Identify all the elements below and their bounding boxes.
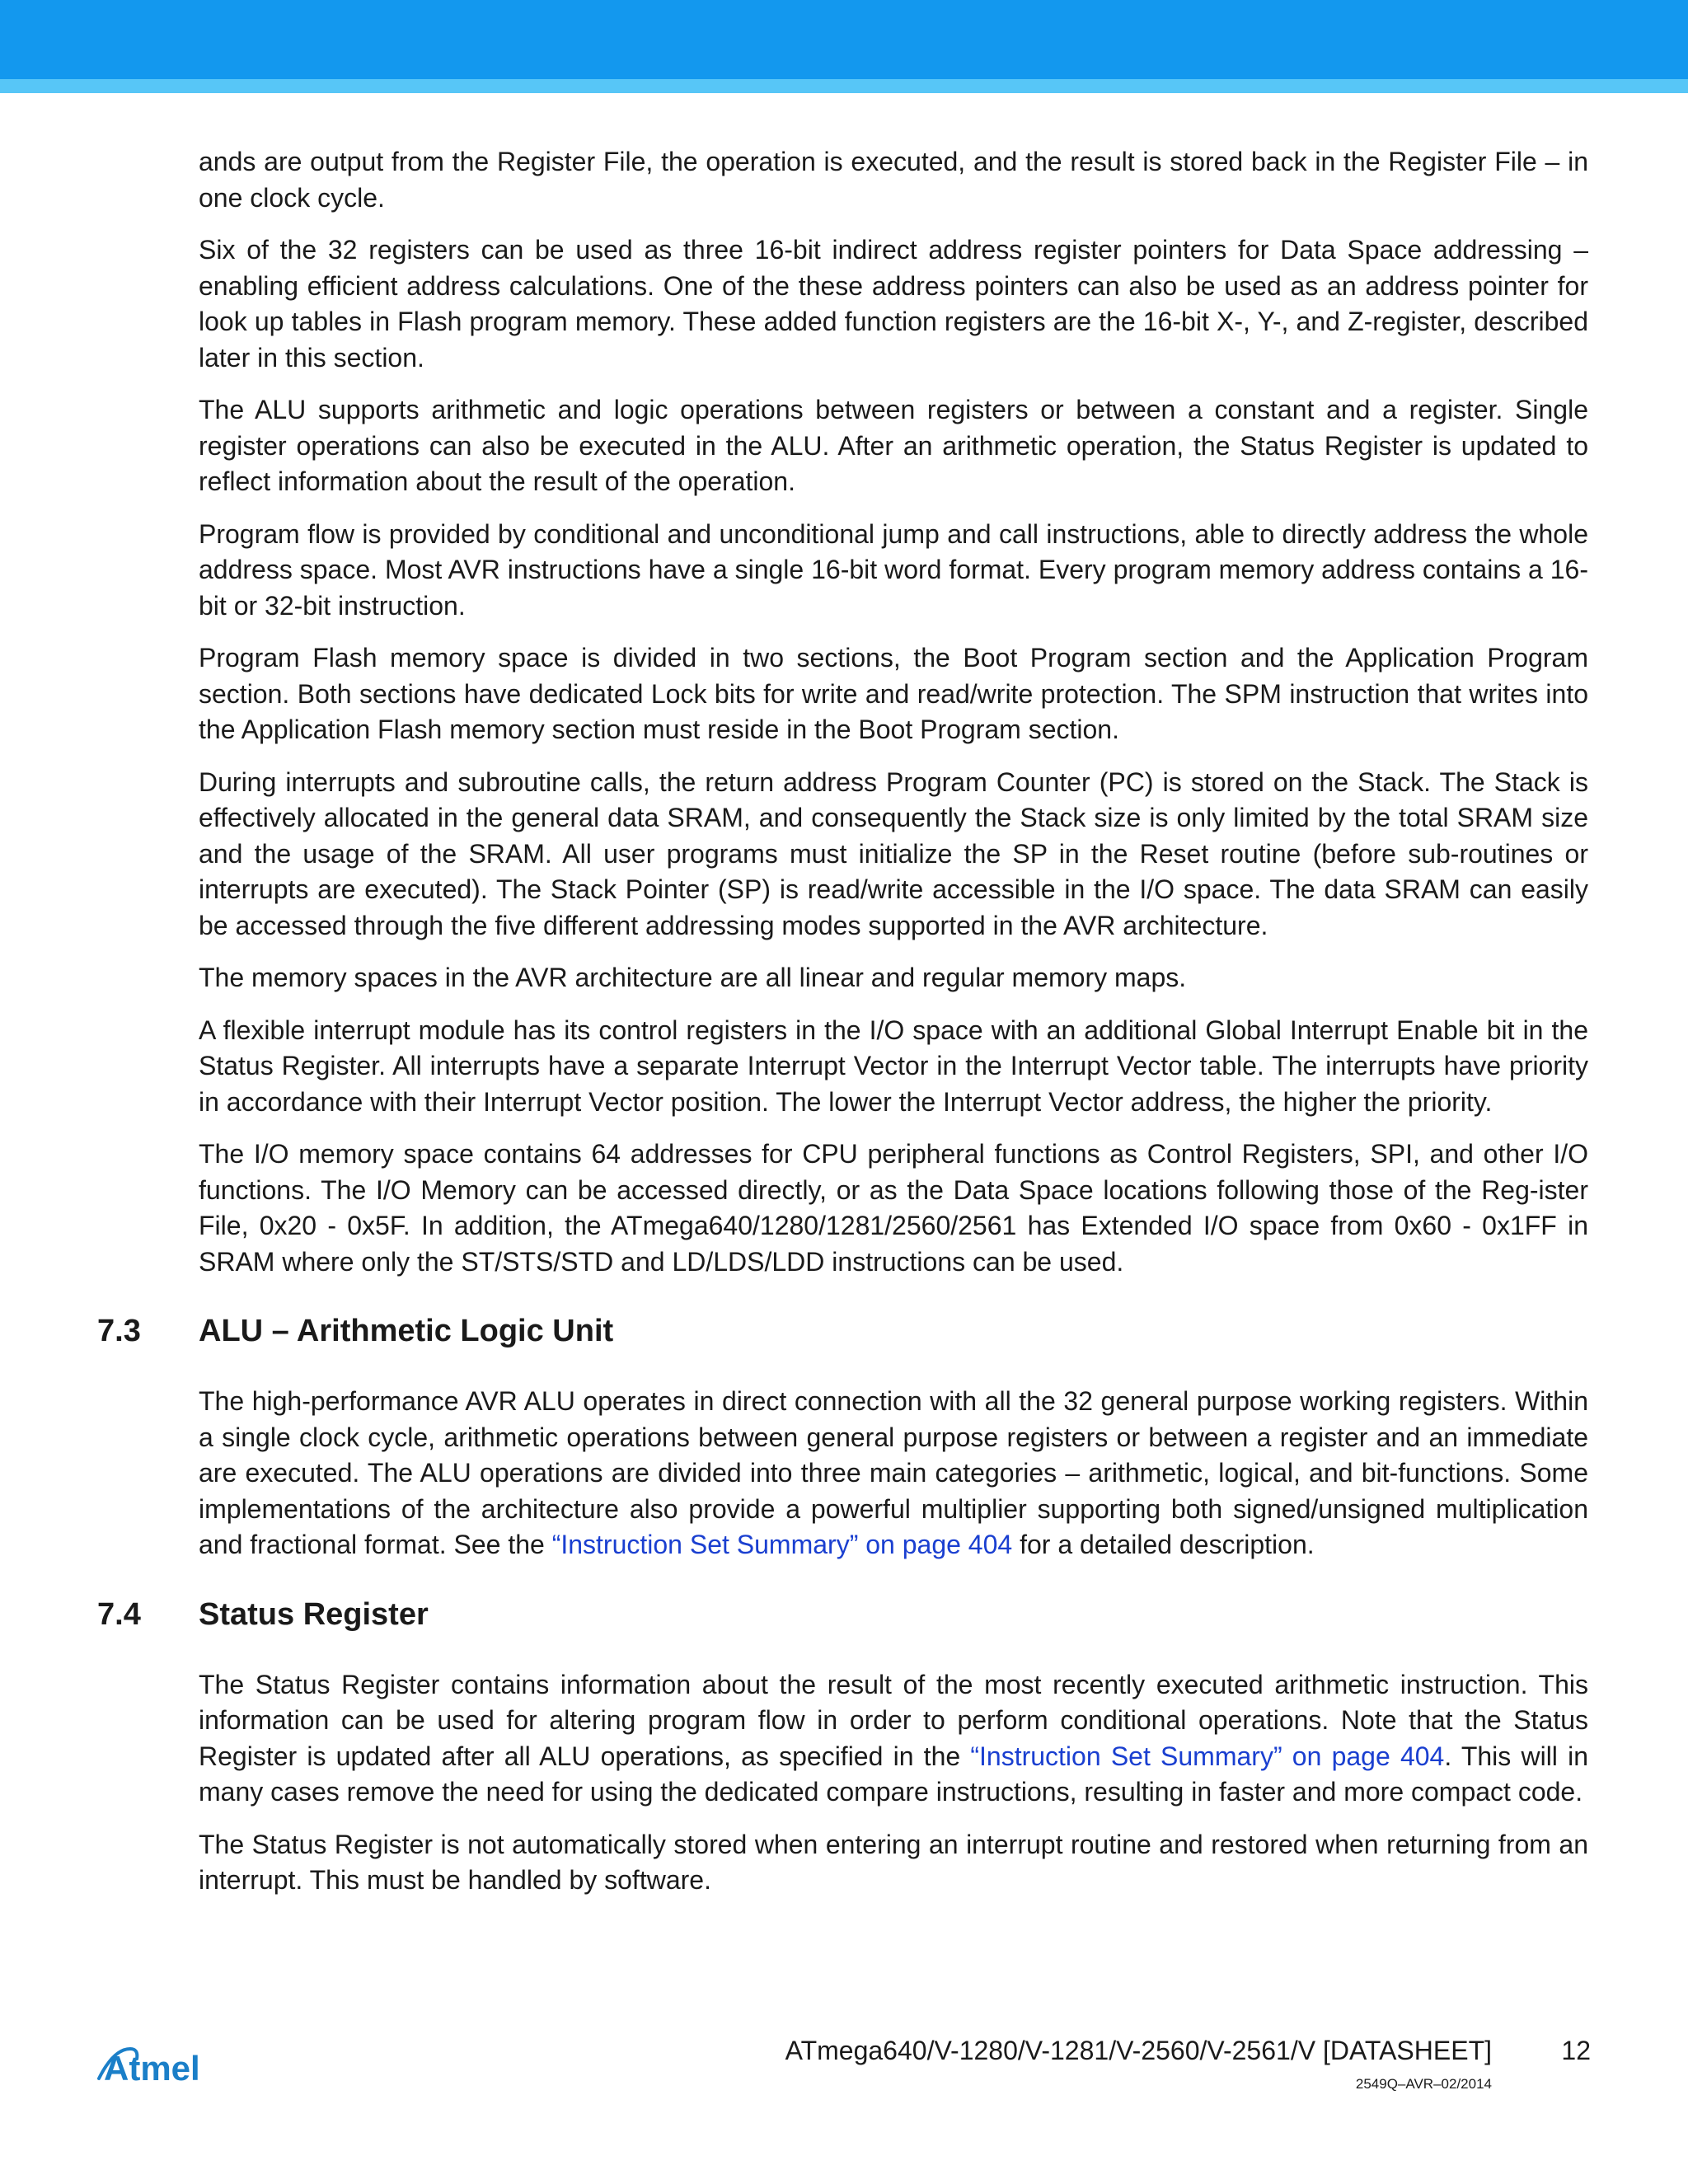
page-content [97, 144, 1588, 1915]
paragraph: Six of the 32 registers can be used as three 16-bit indirect address register pointers for Data Space addressing – enabling efficient address calculations. One of the these address pointers can also be used as an address pointer for look up tables in Flash program memory. These added function registers are the 16-bit X-, Y-, and Z-register, described later in this section. [199, 235, 1588, 373]
header-stripe [0, 79, 1688, 93]
paragraph: The ALU supports arithmetic and logic operations between registers or between a constant and a register. Single register operations can also be executed in the ALU. After an arithmetic operation, the Status Register is updated to reflect information about the result of the operation. [199, 395, 1588, 496]
atmel-logo-text: Atmel [104, 2049, 200, 2088]
footer-document-code: 2549Q–AVR–02/2014 [1355, 2076, 1492, 2092]
paragraph: Program Flash memory space is divided in two sections, the Boot Program section and the Application Program section. Both sections have dedicated Lock bits for write and read/write protection. The SPM instruction that writes into the Application Flash memory section must reside in the Boot Program section. [199, 643, 1588, 744]
paragraph: The memory spaces in the AVR architecture are all linear and regular memory maps. [199, 963, 1187, 992]
section-heading-status-register [0, 1596, 1588, 1633]
instruction-set-summary-link[interactable]: “Instruction Set Summary” on page 404 [551, 1530, 1013, 1559]
footer-document-title: ATmega640/V-1280/V-1281/V-2560/V-2561/V [DATASHEET] [785, 2036, 1492, 2065]
section-number: 7.3 [97, 1314, 141, 1348]
atmel-logo [96, 2042, 244, 2092]
status-register-paragraph: The Status Register contains information about the result of the most recently executed arithmetic instruction. This information can be used for altering program flow in order to perform conditional operations. Note that the Status Register is updated after all ALU operations, as specified in the “Instruction Set Summary” on page 404. This will in many cases remove the need for using the dedicated compare instructions, resulting in faster and more compact code. [199, 1669, 1588, 1807]
section-title: Status Register [199, 1596, 429, 1632]
footer-page-number: 12 [1561, 2036, 1591, 2065]
paragraph: During interrupts and subroutine calls, the return address Program Counter (PC) is stored on the Stack. The Stack is effectively allocated in the general data SRAM, and consequently the Stack size is only limited by the total SRAM size and the usage of the SRAM. All user programs must initialize the SP in the Reset routine (before sub-routines or interrupts are executed). The Stack Pointer (SP) is read/write accessible in the I/O space. The data SRAM can easily be accessed through the five different addressing modes supported in the AVR architecture. [199, 766, 1588, 940]
alu-paragraph: The high-performance AVR ALU operates in direct connection with all the 32 general purpose working registers. Within a single clock cycle, arithmetic operations between general purpose registers or between a register and an immediate are executed. The ALU operations are divided into three main categories – arithmetic, logical, and bit-functions. Some implementations of the architecture also provide a powerful multiplier supporting both signed/unsigned multiplication and fractional format. See the “Instruction Set Summary” on page 404 for a detailed description. [199, 1386, 1588, 1559]
paragraph: Program flow is provided by conditional and unconditional jump and call instructions, able to directly address the whole address space. Most AVR instructions have a single 16-bit word format. Every program memory address contains a 16-bit or 32-bit instruction. [199, 518, 1588, 621]
section-number: 7.4 [97, 1596, 141, 1632]
paragraph: The I/O memory space contains 64 addresses for CPU peripheral functions as Control Registers, SPI, and other I/O functions. The I/O Memory can be accessed directly, or as the Data Space locations following those of the Reg-ister File, 0x20 - 0x5F. In addition, the ATmega640/1280/1281/2560/2561 has Extended I/O space from 0x60 - 0x1FF in SRAM where only the ST/STS/STD and LD/LDS/LDD instructions can be used. [199, 1139, 1588, 1277]
instruction-set-summary-link[interactable]: “Instruction Set Summary” on page 404 [970, 1741, 1445, 1771]
paragraph: A flexible interrupt module has its control registers in the I/O space with an additional Global Interrupt Enable bit in the Status Register. All interrupts have a separate Interrupt Vector in the Interrupt Vector table. The interrupts have priority in accordance with their Interrupt Vector position. The lower the Interrupt Vector address, the higher the priority. [199, 1015, 1588, 1117]
header-bar [0, 0, 1688, 79]
paragraph: ands are output from the Register File, the operation is executed, and the result is stored back in the Register File – in one clock cycle. [199, 147, 1588, 213]
status-register-paragraph: The Status Register is not automatically stored when entering an interrupt routine and restored when returning from an interrupt. This must be handled by software. [199, 1829, 1588, 1895]
section-heading-alu [0, 1313, 1588, 1349]
section-title: ALU – Arithmetic Logic Unit [199, 1314, 614, 1348]
